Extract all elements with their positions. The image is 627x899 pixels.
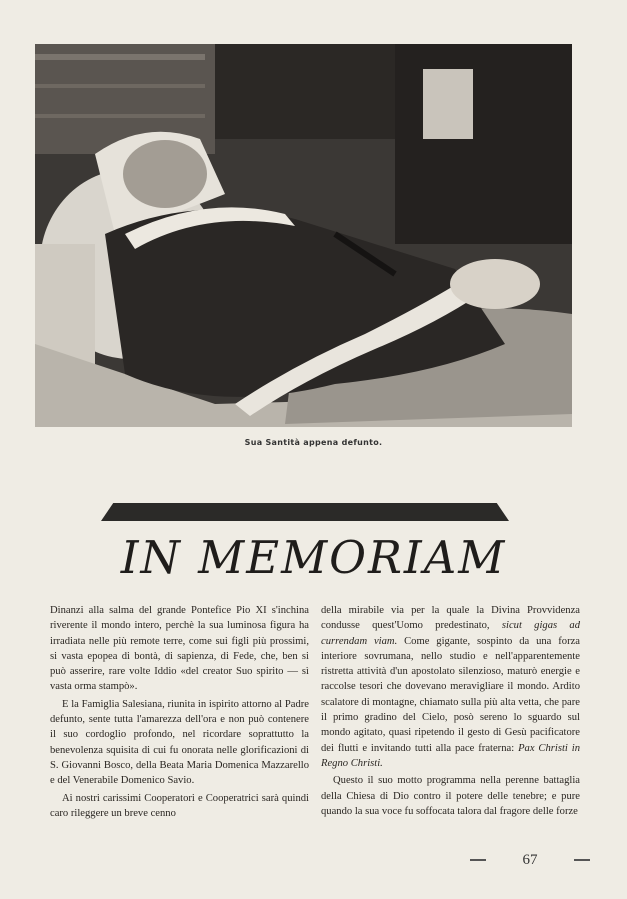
column-right — [321, 603, 580, 853]
page-number: 67 — [522, 851, 538, 868]
papal-motto: Pax Christi in Regno Christi. — [321, 742, 580, 769]
footer-dash — [470, 859, 486, 861]
text-run: della mirabile via per la quale la Divina Provvidenza condusse quest'Uomo predestinato, — [321, 605, 580, 632]
decorative-rule — [101, 503, 509, 521]
paragraph: Ai nostri carissimi Cooperatori e Cooperatrici sarà quindi caro rileggere un breve cenno — [50, 792, 309, 819]
article-body — [50, 603, 580, 853]
paragraph: E la Famiglia Salesiana, riunita in ispirito attorno al Padre defunto, sente tutta l'amarezza dell'ora e non può contenere il suo cordoglio profondo, nel ricordare soprattutto la benevolenza squisita di cui fu onorata nelle glorificazioni di S. Giovanni Bosco, della Beata Maria Domenica Mazzarello e del Venerabile Domenico Savio. — [50, 698, 309, 787]
column-left — [50, 603, 309, 853]
paragraph — [321, 603, 580, 771]
page-footer — [470, 850, 590, 870]
footer-dash — [574, 859, 590, 861]
photo-caption: Sua Santità appena defunto. — [244, 438, 383, 447]
photo-illustration — [35, 44, 572, 427]
photograph-pope-deathbed — [35, 44, 572, 427]
paragraph: Questo il suo motto programma nella perenne battaglia della Chiesa di Dio contro il potere delle tenebre; e pure quando la sua voce fu soffocata talora dal fragore delle forze — [321, 775, 580, 817]
article-title: IN MEMORIAM — [120, 531, 507, 584]
paragraph: Dinanzi alla salma del grande Pontefice Pio XI s'inchina riverente il mondo intero, perchè la sua luminosa figura ha irradiata nelle più remote terre, come sui figli più prossimi, si vasta epopea di bontà, di sapienza, di Fede, che, ben si può asserire, rare volte Iddio «del creator Suo spirito — sì vasta orma stampò». — [50, 605, 309, 693]
latin-phrase: sicut gigas ad currendam viam. — [321, 620, 581, 647]
text-run: Come gigante, sospinto da una forza interiore sovrumana, nello studio e nell'apparentemente ristretta attività d'un apostolato silenzioso, maturò energie e raccolse tesori che dovevano meravigliare il mondo. Ardito scalatore di montagne, chiamato sulla più alta vetta, che pare il primo gradino del Cielo, posò sereno lo sguardo sul mondo agitato, quasi ripetendo il gesto di Gesù pacificatore dei flutti e invitando tutti alla pace fraterna: — [321, 635, 581, 754]
